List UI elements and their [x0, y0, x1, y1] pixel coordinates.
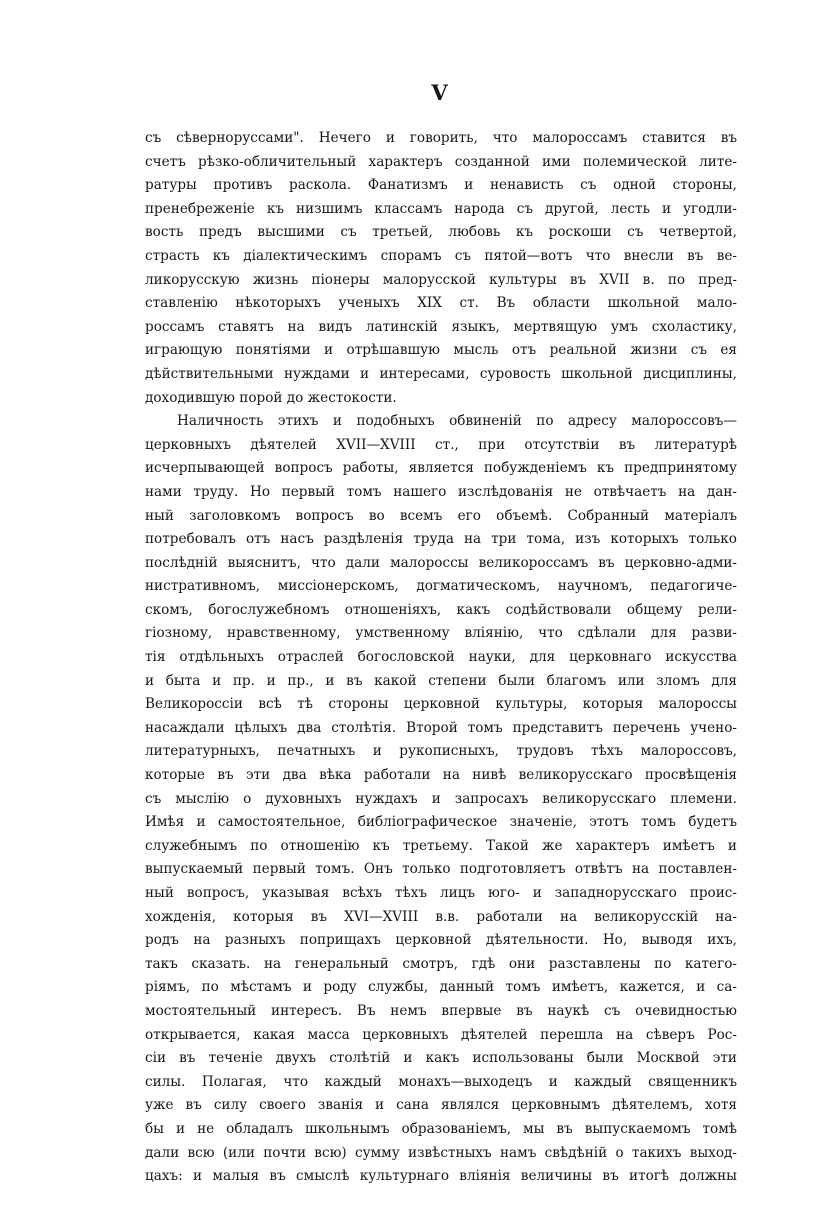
text-line [145, 1189, 737, 1212]
text-line: которые въ эти два вѣка работали на нивѣ великорусскаго просвѣщенія [145, 767, 737, 784]
text-line: силы. Полагая, что каждый монахъ—выходецъ и каждый священникъ [145, 1073, 737, 1090]
text-line: играющую понятіями и отрѣшавшую мысль отъ реальной жизни съ ея [145, 342, 737, 359]
text-line: церковныхъ дѣятелей XVII—XVIII ст., при отсутствіи въ литературѣ [145, 436, 737, 453]
text-line: тія отдѣльныхъ отраслей богословской науки, для церковнаго искусства [145, 649, 737, 666]
text-line: съ сѣвернорусcами". Нечего и говорить, что малороссамъ ставится въ [145, 130, 737, 146]
text-line: исчерпывающей вопросъ работы, является побужденіемъ къ предпринятому [145, 460, 737, 477]
text-line: скомъ, богослужебномъ отношеніяхъ, какъ содѣйствовали общему рели- [145, 601, 737, 618]
text-line: дали всю (или почти всю) сумму извѣстныхъ намъ свѣдѣній о такихъ выход- [145, 1144, 737, 1161]
text-line: дѣйствительными нуждами и интересами, суровость школьной дисциплины, [145, 365, 737, 382]
body-text [145, 127, 737, 1212]
text-line: выпускаемый первый томъ. Онъ только подготовляетъ отвѣтъ на поставлен- [145, 861, 737, 878]
text-line: вость предъ высшими съ третьей, любовь къ роскоши съ четвертой, [145, 224, 737, 241]
text-line: хожденія, которыя въ XVI—XVIII в.в. работали на великорусскій на- [145, 908, 737, 925]
text-line: съ мыслію о духовныхъ нуждахъ и запросахъ великорусскаго племени. [145, 790, 737, 807]
text-line: ратуры противъ раскола. Фанатизмъ и ненависть съ одной стороны, [145, 177, 737, 194]
text-line: счетъ рѣзко-обличительный характеръ созданной ими полемической лите- [145, 153, 737, 170]
text-line: ликорусскую жизнь піонеры малорусской культуры въ XVII в. по пред- [145, 271, 737, 288]
text-line: пренебреженіе къ низшимъ классамъ народа съ другой, лесть и угодли- [145, 200, 737, 217]
text-line: и быта и пр. и пр., и въ какой степени были благомъ или зломъ для [145, 672, 737, 689]
text-line: ріямъ, по мѣстамъ и роду службы, данный томъ имѣетъ, кажется, и са- [145, 979, 737, 996]
text-line: такъ сказать. на генеральный смотръ, гдѣ они разставлены по катего- [145, 955, 737, 972]
text-line: сіи въ теченіе двухъ столѣтій и какъ использованы были Москвой эти [145, 1050, 737, 1067]
text-line: нами труду. Но первый томъ нашего изслѣдованія не отвѣчаетъ на дан- [145, 483, 737, 500]
text-line: родъ на разныхъ поприщахъ церковной дѣятельности. Но, выводя ихъ, [145, 932, 737, 949]
paragraph-end-line: доходившую порой до жестокости. [145, 389, 397, 406]
text-line: ставленію нѣкоторыхъ ученыхъ XIX ст. Въ области школьной мало- [145, 295, 737, 312]
text-line: насаждали цѣлыхъ два столѣтія. Второй томъ представитъ перечень учено- [145, 719, 737, 736]
text-line: открывается, какая масса церковныхъ дѣятелей перешла на сѣверъ Рос- [145, 1026, 737, 1043]
text-line: гіозному, нравственному, умственному вліянію, что сдѣлали для разви- [145, 625, 737, 642]
text-line: ный заголовкомъ вопросъ во всемъ его объемѣ. Собранный матеріалъ [145, 507, 737, 524]
text-line: мостоятельный интересъ. Въ немъ впервые въ наукѣ съ очевидностью [145, 1002, 737, 1019]
text-line: послѣдній выяснитъ, что дали малороссы великороссамъ въ церковно-адми- [145, 554, 737, 571]
text-line: страсть къ діалектическимъ спорамъ съ пятой—вотъ что внесли въ ве- [145, 247, 737, 264]
text-line: потребовалъ отъ насъ раздѣленія труда на три тома, изъ которыхъ только [145, 531, 737, 548]
text-line: бы и не обладалъ школьнымъ образованіемъ, мы въ выпускаемомъ томѣ [145, 1120, 737, 1137]
text-line: Великороссіи всѣ тѣ стороны церковной культуры, которыя малороссы [145, 696, 737, 713]
text-line: служебнымъ по отношенію къ третьему. Такой же характеръ имѣетъ и [145, 837, 737, 854]
text-line: уже въ силу своего званія и сана являлся церковнымъ дѣятелемъ, хотя [145, 1097, 737, 1114]
text-line: россамъ ставятъ на видъ латинскій языкъ, мертвящую умъ схоластику, [145, 318, 737, 335]
text-line: ный вопросъ, указывая всѣхъ тѣхъ лицъ юго- и западнорусскаго проис- [145, 885, 737, 901]
text-line: Имѣя и самостоятельное, библіографическое значеніе, этотъ томъ будетъ [145, 814, 737, 831]
page-number: V [431, 80, 449, 105]
paragraph-start-line: Наличность этихъ и подобныхъ обвиненій по адресу малороссовъ— [177, 413, 737, 430]
text-line: цахъ: и малыя въ смыслѣ культурнаго вліянія величины въ итогѣ должны [145, 1168, 737, 1185]
text-line: нистративномъ, миссіонерскомъ, догматическомъ, научномъ, педагогиче- [145, 578, 737, 595]
text-line: литературныхъ, печатныхъ и рукописныхъ, трудовъ тѣхъ малороссовъ, [145, 743, 737, 760]
